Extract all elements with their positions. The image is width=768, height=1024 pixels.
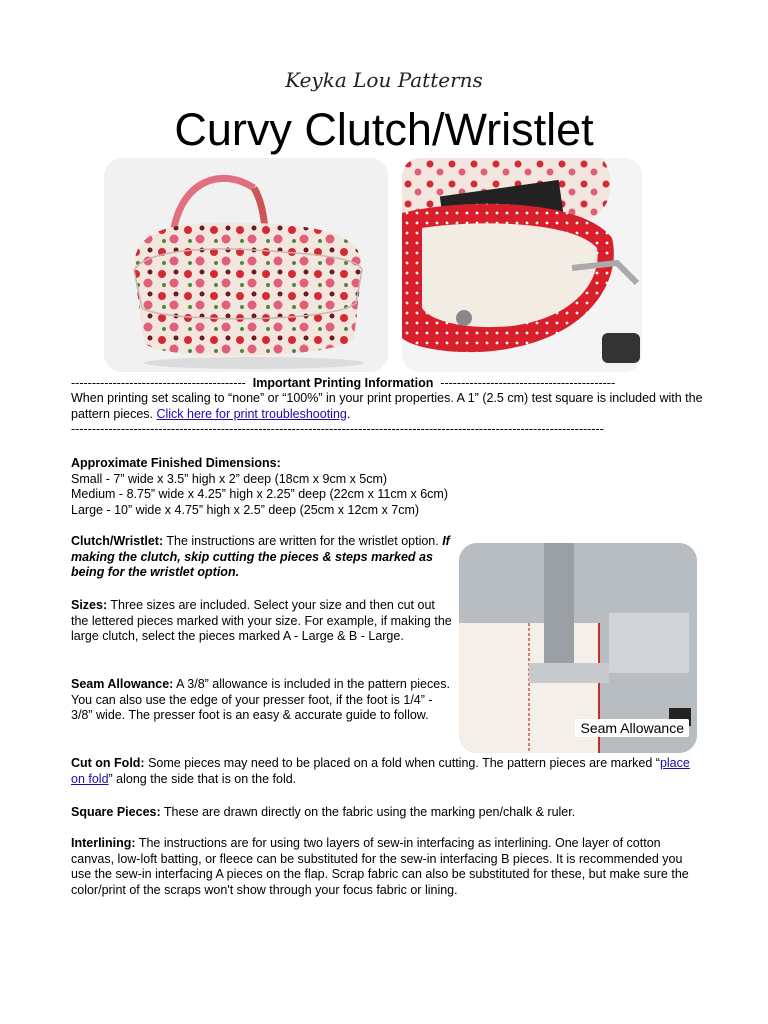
square-pieces-text: These are drawn directly on the fabric using the marking pen/chalk & ruler. bbox=[160, 805, 576, 819]
cut-on-fold-text-end: ” along the side that is on the fold. bbox=[108, 771, 297, 786]
divider-dashes: -------------------------------------------------------------------------------------------------------------------------------- bbox=[71, 422, 604, 436]
dash-left: ------------------------------------------ bbox=[71, 376, 246, 390]
cut-on-fold-label: Cut on Fold: bbox=[71, 756, 145, 770]
print-info-heading-line bbox=[71, 376, 703, 392]
seam-text: A 3/8” allowance is included in the pattern pieces. You can also use the edge of your presser foot, if the foot is 1/4” - 3/8” wide. The presser foot is an easy & accurate guide to follow. bbox=[71, 677, 450, 722]
clutch-label: Clutch/Wristlet: bbox=[71, 534, 164, 548]
dimensions-section bbox=[71, 456, 611, 518]
dimensions-heading: Approximate Finished Dimensions: bbox=[71, 456, 281, 470]
sizes-text: Three sizes are included. Select your size and then cut out the lettered pieces marked with your size. For example, if making the large clutch, select the pieces marked A - Large & B - Large. bbox=[71, 598, 452, 643]
clutch-photo bbox=[104, 158, 388, 372]
print-troubleshooting-link[interactable]: Click here for print troubleshooting bbox=[156, 406, 347, 421]
dash-right: ------------------------------------------ bbox=[440, 376, 616, 390]
print-info-heading: Important Printing Information bbox=[252, 376, 434, 390]
print-info-body bbox=[71, 391, 703, 422]
print-info-period: . bbox=[346, 406, 351, 421]
sizes-label: Sizes: bbox=[71, 598, 108, 612]
clutch-section bbox=[71, 534, 453, 581]
print-info-text: When printing set scaling to “none” or “100%” in your print properties. A 1” (2.5 cm) test square is included with the pattern pieces. bbox=[71, 391, 703, 421]
seam-allowance-photo bbox=[459, 543, 697, 753]
place-on-fold-link[interactable]: place on fold bbox=[71, 756, 690, 786]
clutch-text: The instructions are written for the wristlet option. bbox=[163, 534, 443, 548]
sizes-section bbox=[71, 598, 453, 645]
seam-label: Seam Allowance: bbox=[71, 677, 174, 691]
clutch-emphasis: If making the clutch, skip cutting the pieces & steps marked as being for the wristlet option. bbox=[71, 534, 450, 579]
open-clutch-photo bbox=[402, 158, 642, 372]
square-pieces-section bbox=[71, 805, 703, 821]
cut-on-fold-text: Some pieces may need to be placed on a fold when cutting. The pattern pieces are marked “ bbox=[144, 756, 660, 770]
interlining-text: The instructions are for using two layers of sew-in interfacing as interlining. One layer of cotton canvas, low-loft batting, or fleece can be substituted for the sew-in interfacing B pieces. It is recommended you use the sew-in interfacing A pieces on the flap. Scrap fabric can also be substituted for these, but make sure the color/print of the scraps won't show through your focus fabric or lining. bbox=[71, 836, 689, 897]
interlining-section bbox=[71, 836, 703, 898]
cut-on-fold-section bbox=[71, 756, 703, 787]
page-title: Curvy Clutch/Wristlet bbox=[174, 104, 594, 155]
dimension-large: Large - 10” wide x 4.75” high x 2.5” deep (25cm x 12cm x 7cm) bbox=[71, 502, 420, 517]
square-pieces-label: Square Pieces: bbox=[71, 805, 161, 819]
seam-allowance-caption: Seam Allowance bbox=[575, 719, 689, 737]
interlining-label: Interlining: bbox=[71, 836, 136, 850]
dimension-small: Small - 7” wide x 3.5” high x 2” deep (18cm x 9cm x 5cm) bbox=[71, 471, 388, 486]
seam-section bbox=[71, 677, 453, 724]
dimension-medium: Medium - 8.75” wide x 4.25” high x 2.25” deep (22cm x 11cm x 6cm) bbox=[71, 487, 449, 501]
brand-logo: Keyka Lou Patterns bbox=[285, 68, 483, 92]
